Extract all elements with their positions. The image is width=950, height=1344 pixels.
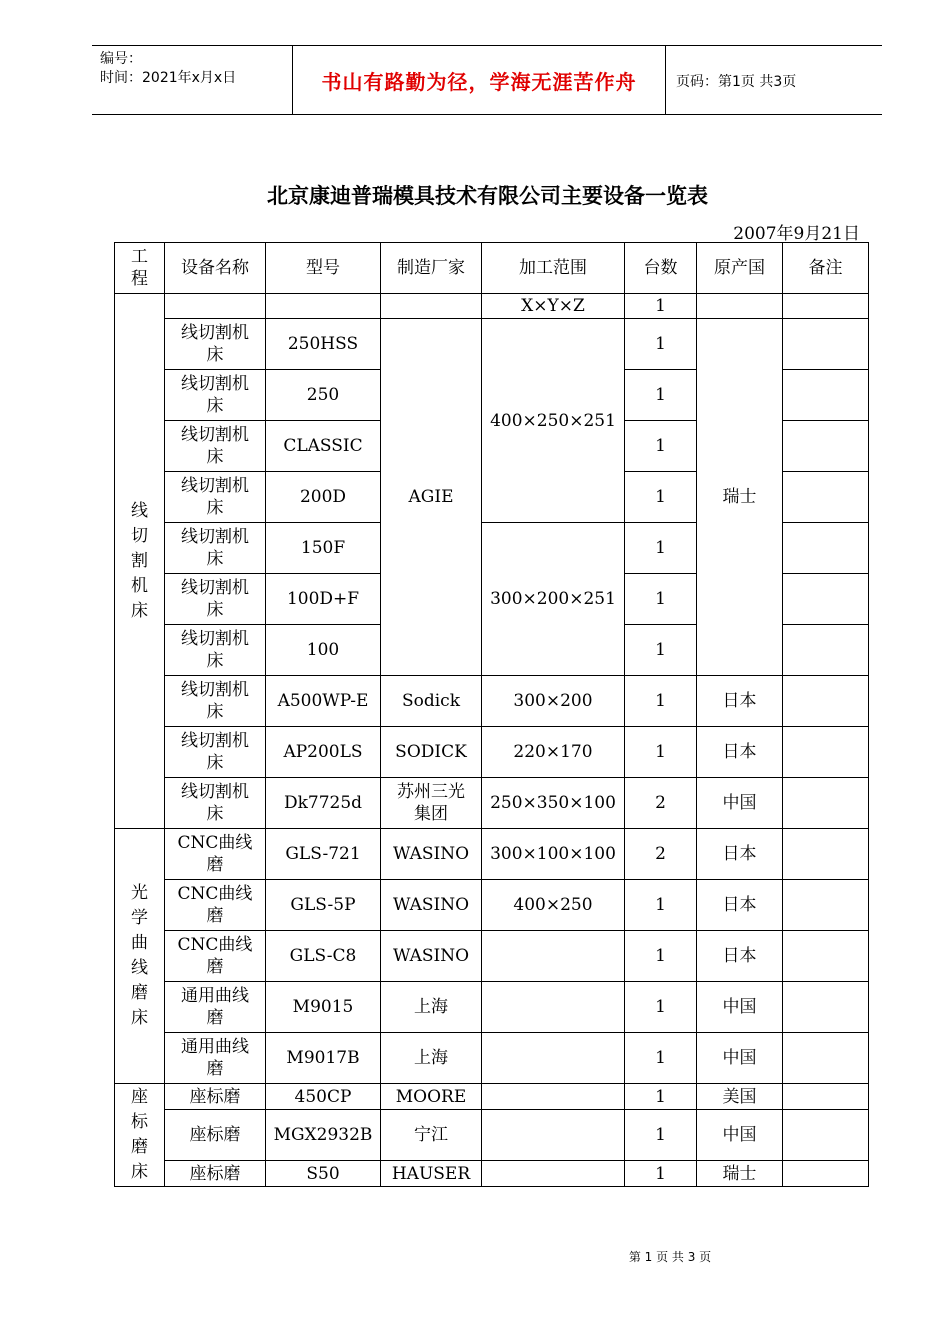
remark-cell — [783, 982, 869, 1033]
header-cell: 设备名称 — [165, 243, 266, 294]
maker-cell: WASINO — [381, 829, 482, 880]
name-cell: CNC曲线磨 — [165, 880, 266, 931]
name-cell: 线切割机床 — [165, 676, 266, 727]
remark-cell — [783, 319, 869, 370]
name-cell: 座标磨 — [165, 1110, 266, 1161]
category-cell: 光学曲线磨床 — [115, 829, 165, 1084]
range-cell — [482, 1033, 625, 1084]
name-cell: CNC曲线磨 — [165, 931, 266, 982]
table-row — [115, 319, 869, 370]
qty-cell: 1 — [625, 574, 697, 625]
qty-cell: 1 — [625, 1033, 697, 1084]
category-cell: 座标磨床 — [115, 1084, 165, 1187]
qty-cell: 1 — [625, 421, 697, 472]
model-cell: GLS-5P — [266, 880, 381, 931]
remark-cell — [783, 829, 869, 880]
category-cell: 线切割机床 — [115, 294, 165, 829]
name-cell: 座标磨 — [165, 1084, 266, 1110]
model-cell: CLASSIC — [266, 421, 381, 472]
origin-cell: 日本 — [697, 676, 783, 727]
maker-cell: WASINO — [381, 880, 482, 931]
range-cell: 250×350×100 — [482, 778, 625, 829]
maker-cell: 宁江 — [381, 1110, 482, 1161]
model-cell — [266, 294, 381, 319]
table-row — [115, 294, 869, 319]
header-cell: 型号 — [266, 243, 381, 294]
qty-cell: 1 — [625, 625, 697, 676]
maker-cell — [381, 294, 482, 319]
table-row — [115, 829, 869, 880]
table-row — [115, 1110, 869, 1161]
name-cell — [165, 294, 266, 319]
remark-cell — [783, 880, 869, 931]
name-cell: 通用曲线磨 — [165, 1033, 266, 1084]
model-cell: GLS-721 — [266, 829, 381, 880]
qty-cell: 2 — [625, 829, 697, 880]
model-cell: 250HSS — [266, 319, 381, 370]
range-cell — [482, 1084, 625, 1110]
table-row — [115, 676, 869, 727]
qty-cell: 1 — [625, 1084, 697, 1110]
model-cell: 250 — [266, 370, 381, 421]
name-cell: 线切割机床 — [165, 319, 266, 370]
origin-cell: 日本 — [697, 931, 783, 982]
remark-cell — [783, 421, 869, 472]
origin-cell: 日本 — [697, 727, 783, 778]
name-cell: 线切割机床 — [165, 421, 266, 472]
range-cell — [482, 982, 625, 1033]
model-cell: 200D — [266, 472, 381, 523]
name-cell: 线切割机床 — [165, 778, 266, 829]
model-cell: 450CP — [266, 1084, 381, 1110]
maker-cell: HAUSER — [381, 1161, 482, 1187]
serial-label: 编号： — [100, 51, 142, 67]
model-cell: 150F — [266, 523, 381, 574]
header-motto: 书山有路勤为径，学海无涯苦作舟 — [321, 70, 637, 94]
model-cell: AP200LS — [266, 727, 381, 778]
remark-cell — [783, 1161, 869, 1187]
remark-cell — [783, 523, 869, 574]
model-cell: Dk7725d — [266, 778, 381, 829]
header-divider — [665, 46, 666, 114]
origin-cell: 瑞士 — [697, 1161, 783, 1187]
remark-cell — [783, 294, 869, 319]
range-cell: 220×170 — [482, 727, 625, 778]
model-cell: 100D+F — [266, 574, 381, 625]
model-cell: M9017B — [266, 1033, 381, 1084]
time-label: 时间：2021年x月x日 — [100, 70, 237, 86]
name-cell: 线切割机床 — [165, 574, 266, 625]
range-cell — [482, 931, 625, 982]
page-footer: 第 1 页 共 3 页 — [628, 1250, 712, 1264]
remark-cell — [783, 931, 869, 982]
qty-cell: 1 — [625, 319, 697, 370]
table-header-row — [115, 243, 869, 294]
header-cell: 工程 — [115, 243, 165, 294]
header-cell: 备注 — [783, 243, 869, 294]
qty-cell: 1 — [625, 676, 697, 727]
table-row — [115, 1033, 869, 1084]
maker-cell: 苏州三光集团 — [381, 778, 482, 829]
maker-cell: AGIE — [381, 319, 482, 676]
qty-cell: 1 — [625, 1110, 697, 1161]
qty-cell: 1 — [625, 294, 697, 319]
qty-cell: 1 — [625, 727, 697, 778]
header-cell: 加工范围 — [482, 243, 625, 294]
qty-cell: 1 — [625, 1161, 697, 1187]
header-page-info: 页码：第1页 共3页 — [676, 74, 797, 90]
remark-cell — [783, 625, 869, 676]
remark-cell — [783, 1033, 869, 1084]
table-row — [115, 1161, 869, 1187]
qty-cell: 1 — [625, 982, 697, 1033]
qty-cell: 1 — [625, 880, 697, 931]
remark-cell — [783, 574, 869, 625]
model-cell: 100 — [266, 625, 381, 676]
range-cell: 400×250 — [482, 880, 625, 931]
qty-cell: 1 — [625, 523, 697, 574]
document-date: 2007年9月21日 — [733, 224, 860, 244]
page-header — [92, 45, 882, 115]
table-row — [115, 727, 869, 778]
header-cell: 台数 — [625, 243, 697, 294]
maker-cell: MOORE — [381, 1084, 482, 1110]
qty-cell: 2 — [625, 778, 697, 829]
origin-cell: 中国 — [697, 1110, 783, 1161]
origin-cell: 日本 — [697, 829, 783, 880]
table-row — [115, 880, 869, 931]
maker-cell: WASINO — [381, 931, 482, 982]
origin-cell: 美国 — [697, 1084, 783, 1110]
maker-cell: 上海 — [381, 1033, 482, 1084]
remark-cell — [783, 778, 869, 829]
table-row — [115, 1084, 869, 1110]
name-cell: 通用曲线磨 — [165, 982, 266, 1033]
range-cell: 300×100×100 — [482, 829, 625, 880]
name-cell: 座标磨 — [165, 1161, 266, 1187]
model-cell: S50 — [266, 1161, 381, 1187]
origin-cell: 瑞士 — [697, 319, 783, 676]
model-cell: M9015 — [266, 982, 381, 1033]
maker-cell: 上海 — [381, 982, 482, 1033]
qty-cell: 1 — [625, 931, 697, 982]
header-cell: 原产国 — [697, 243, 783, 294]
range-cell: 300×200 — [482, 676, 625, 727]
maker-cell: Sodick — [381, 676, 482, 727]
remark-cell — [783, 370, 869, 421]
remark-cell — [783, 676, 869, 727]
header-cell: 制造厂家 — [381, 243, 482, 294]
range-cell: X×Y×Z — [482, 294, 625, 319]
range-cell: 400×250×251 — [482, 319, 625, 523]
equipment-table — [114, 242, 869, 1187]
origin-cell: 中国 — [697, 1033, 783, 1084]
name-cell: 线切割机床 — [165, 523, 266, 574]
qty-cell: 1 — [625, 472, 697, 523]
range-cell — [482, 1110, 625, 1161]
name-cell: CNC曲线磨 — [165, 829, 266, 880]
table-row — [115, 982, 869, 1033]
remark-cell — [783, 472, 869, 523]
header-meta — [100, 50, 290, 88]
name-cell: 线切割机床 — [165, 625, 266, 676]
maker-cell: SODICK — [381, 727, 482, 778]
remark-cell — [783, 1110, 869, 1161]
remark-cell — [783, 1084, 869, 1110]
document-title: 北京康迪普瑞模具技术有限公司主要设备一览表 — [267, 183, 708, 208]
model-cell: GLS-C8 — [266, 931, 381, 982]
remark-cell — [783, 727, 869, 778]
model-cell: MGX2932B — [266, 1110, 381, 1161]
origin-cell: 日本 — [697, 880, 783, 931]
origin-cell: 中国 — [697, 982, 783, 1033]
table-row — [115, 931, 869, 982]
range-cell: 300×200×251 — [482, 523, 625, 676]
qty-cell: 1 — [625, 370, 697, 421]
name-cell: 线切割机床 — [165, 370, 266, 421]
table-row — [115, 778, 869, 829]
origin-cell: 中国 — [697, 778, 783, 829]
name-cell: 线切割机床 — [165, 727, 266, 778]
model-cell: A500WP-E — [266, 676, 381, 727]
range-cell — [482, 1161, 625, 1187]
name-cell: 线切割机床 — [165, 472, 266, 523]
origin-cell — [697, 294, 783, 319]
